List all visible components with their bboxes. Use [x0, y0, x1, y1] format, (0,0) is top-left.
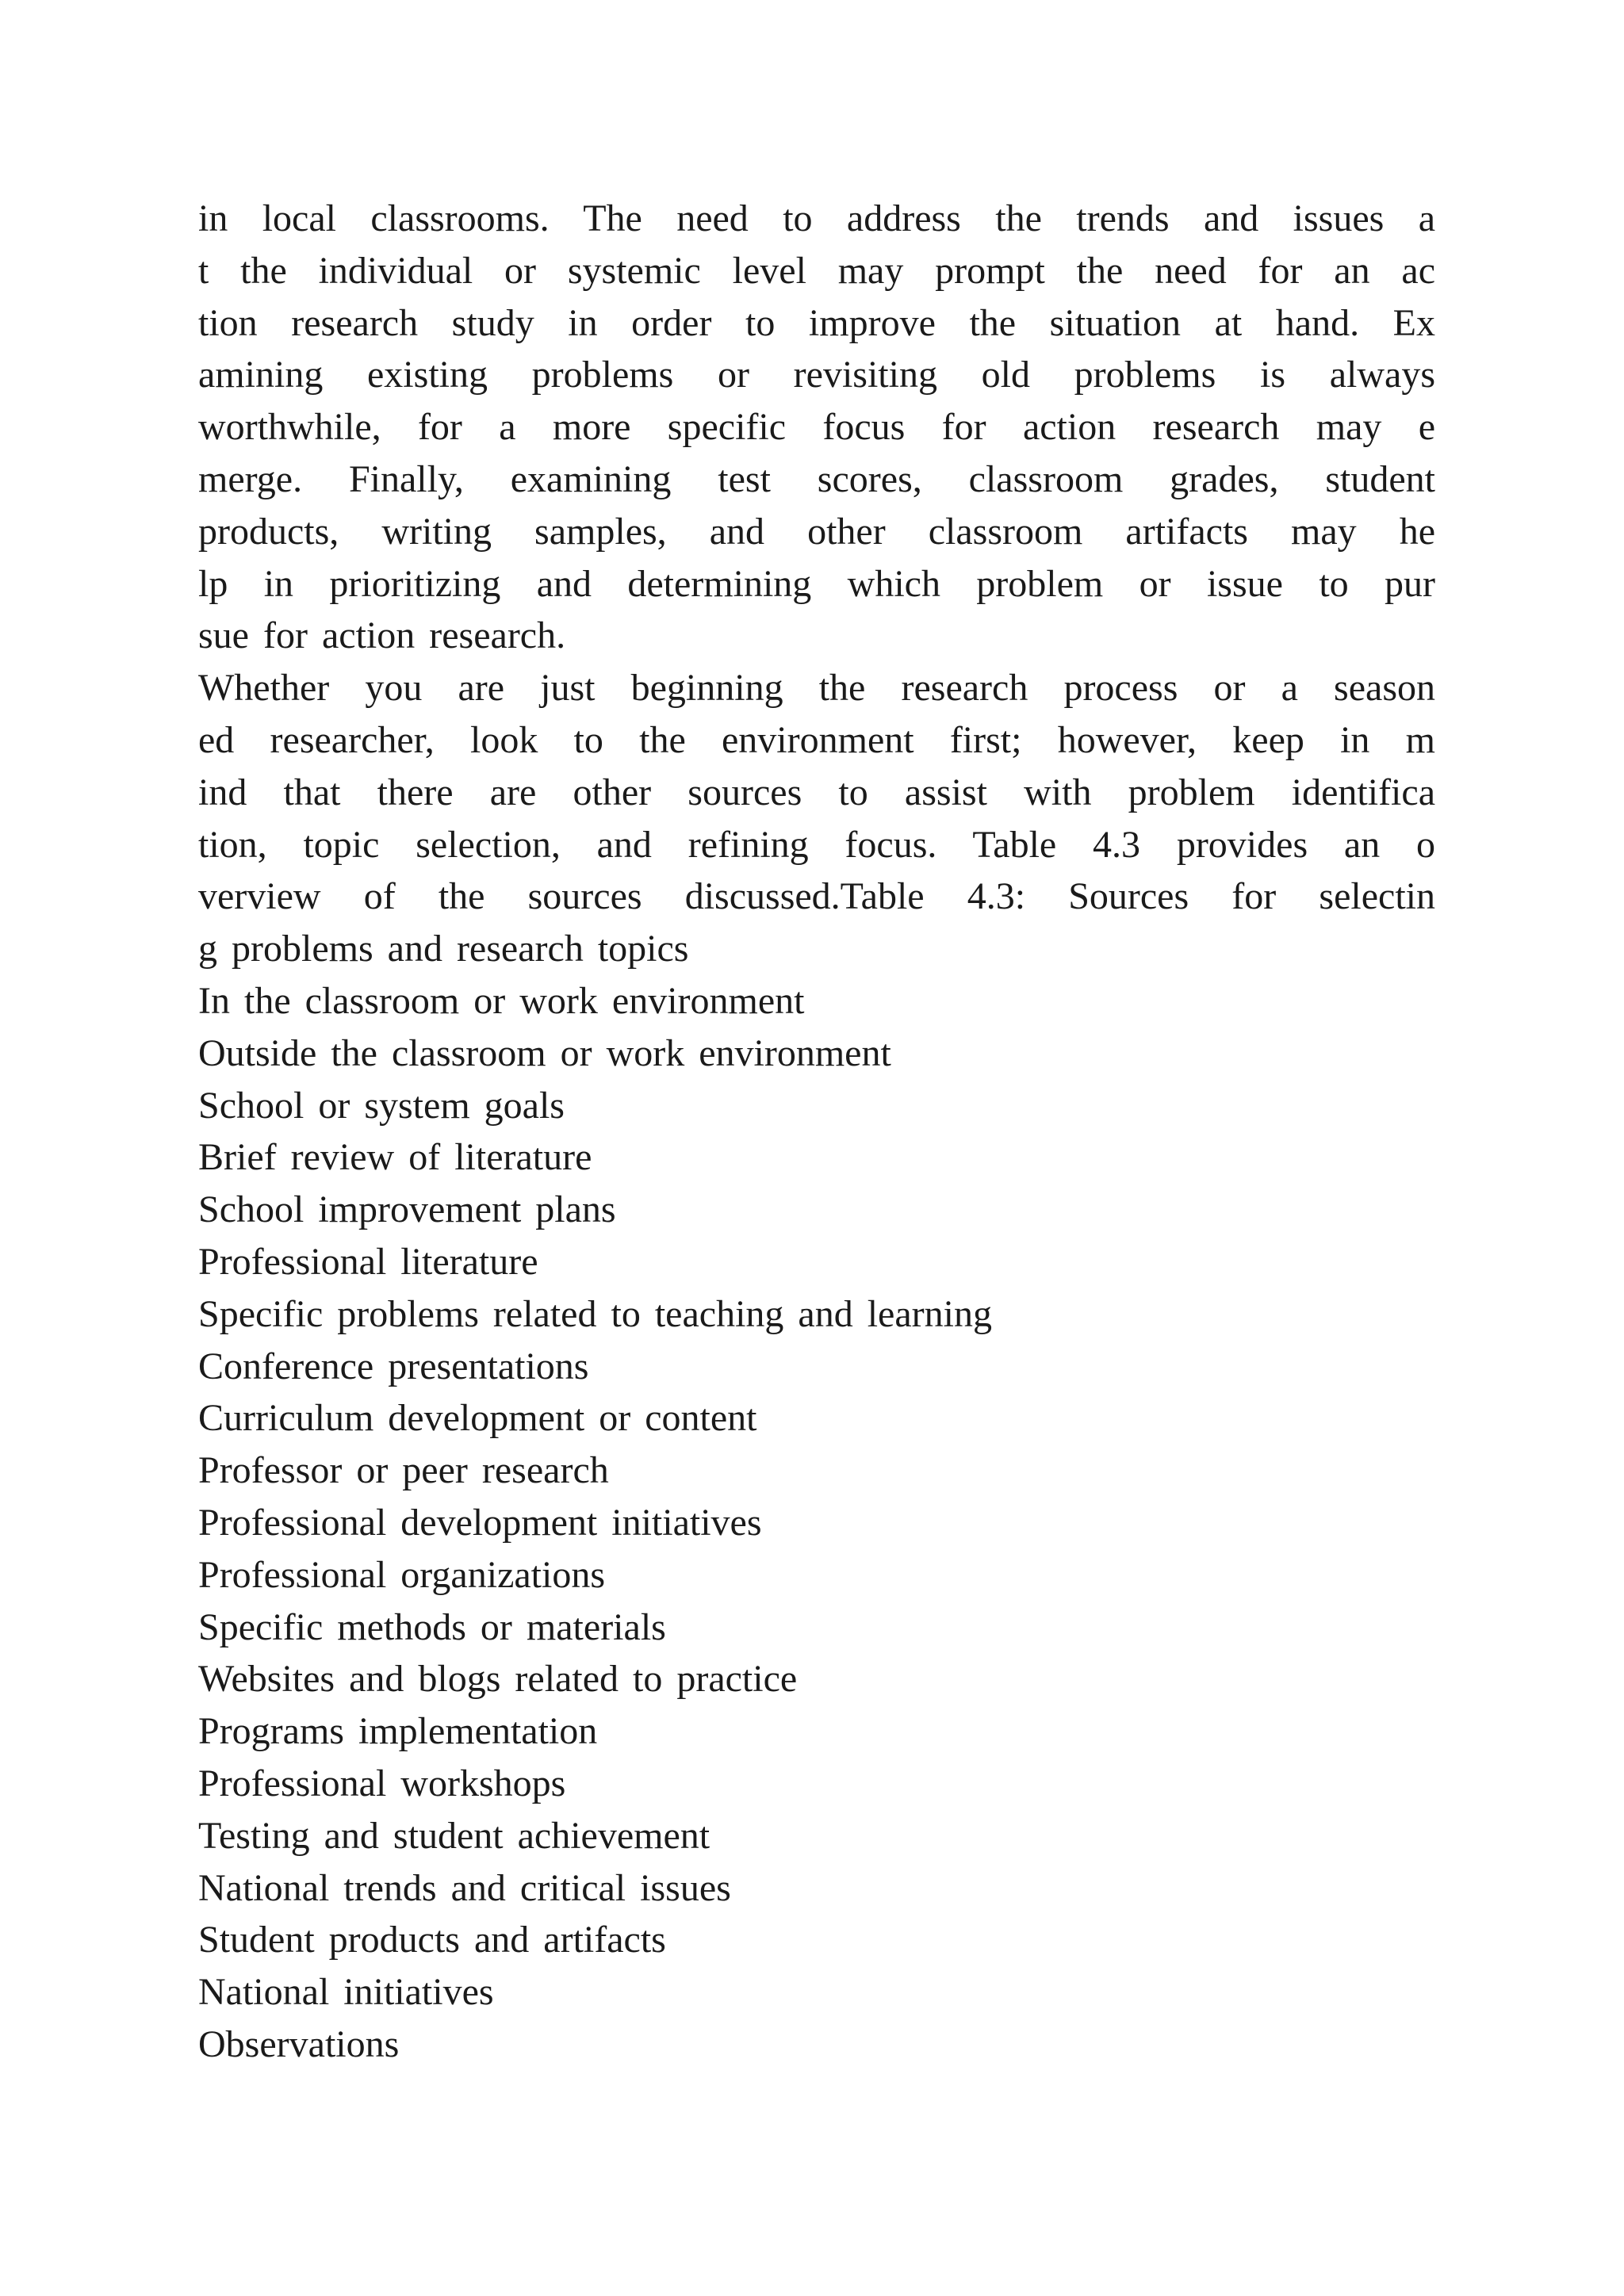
- table-item: Websites and blogs related to practice: [198, 1658, 798, 1701]
- table-item: Testing and student achievement: [198, 1814, 710, 1857]
- table-item: In the classroom or work environment: [198, 979, 805, 1022]
- table-item: Student products and artifacts: [198, 1919, 666, 1961]
- paragraph-line: verview of the sources discussed.Table 4.3: Sources for selectin: [198, 875, 1435, 918]
- table-item: Professional workshops: [198, 1762, 566, 1804]
- table-item: Conference presentations: [198, 1345, 589, 1387]
- table-item: Professor or peer research: [198, 1449, 609, 1492]
- table-item: Professional literature: [198, 1240, 538, 1283]
- table-item: School or system goals: [198, 1084, 565, 1127]
- paragraph-line: tion research study in order to improve the situation at hand. Ex: [198, 301, 1435, 344]
- table-item: Specific problems related to teaching and learning: [198, 1292, 992, 1335]
- document-body: [198, 193, 1435, 2071]
- paragraph-line: ind that there are other sources to assist with problem identifica: [198, 771, 1435, 813]
- paragraph-line: g problems and research topics: [198, 928, 689, 970]
- table-item: National trends and critical issues: [198, 1866, 731, 1909]
- table-item: Programs implementation: [198, 1710, 598, 1753]
- paragraph-line: merge. Finally, examining test scores, classroom grades, student: [198, 457, 1435, 500]
- paragraph-line: ed researcher, look to the environment first; however, keep in m: [198, 718, 1435, 761]
- paragraph-line: lp in prioritizing and determining which problem or issue to pur: [198, 562, 1435, 605]
- paragraph-line: t the individual or systemic level may prompt the need for an ac: [198, 249, 1435, 292]
- paragraph-line: products, writing samples, and other classroom artifacts may he: [198, 510, 1435, 553]
- table-item: Brief review of literature: [198, 1136, 592, 1179]
- table-item: Specific methods or materials: [198, 1605, 666, 1648]
- paragraph-line: Whether you are just beginning the research process or a season: [198, 667, 1435, 710]
- paragraph-line: tion, topic selection, and refining focus. Table 4.3 provides an o: [198, 823, 1435, 866]
- table-item: National initiatives: [198, 1971, 494, 2014]
- paragraph-line: in local classrooms. The need to address the trends and issues a: [198, 197, 1435, 239]
- table-item: Curriculum development or content: [198, 1397, 757, 1440]
- paragraph-line: amining existing problems or revisiting old problems is always: [198, 354, 1435, 396]
- table-item: Observations: [198, 2022, 400, 2065]
- table-item: School improvement plans: [198, 1188, 616, 1231]
- table-item: Outside the classroom or work environment: [198, 1031, 891, 1074]
- table-item: Professional organizations: [198, 1553, 606, 1596]
- paragraph-line: worthwhile, for a more specific focus for action research may e: [198, 406, 1435, 449]
- table-item: Professional development initiatives: [198, 1501, 762, 1544]
- paragraph-line: sue for action research.: [198, 614, 566, 657]
